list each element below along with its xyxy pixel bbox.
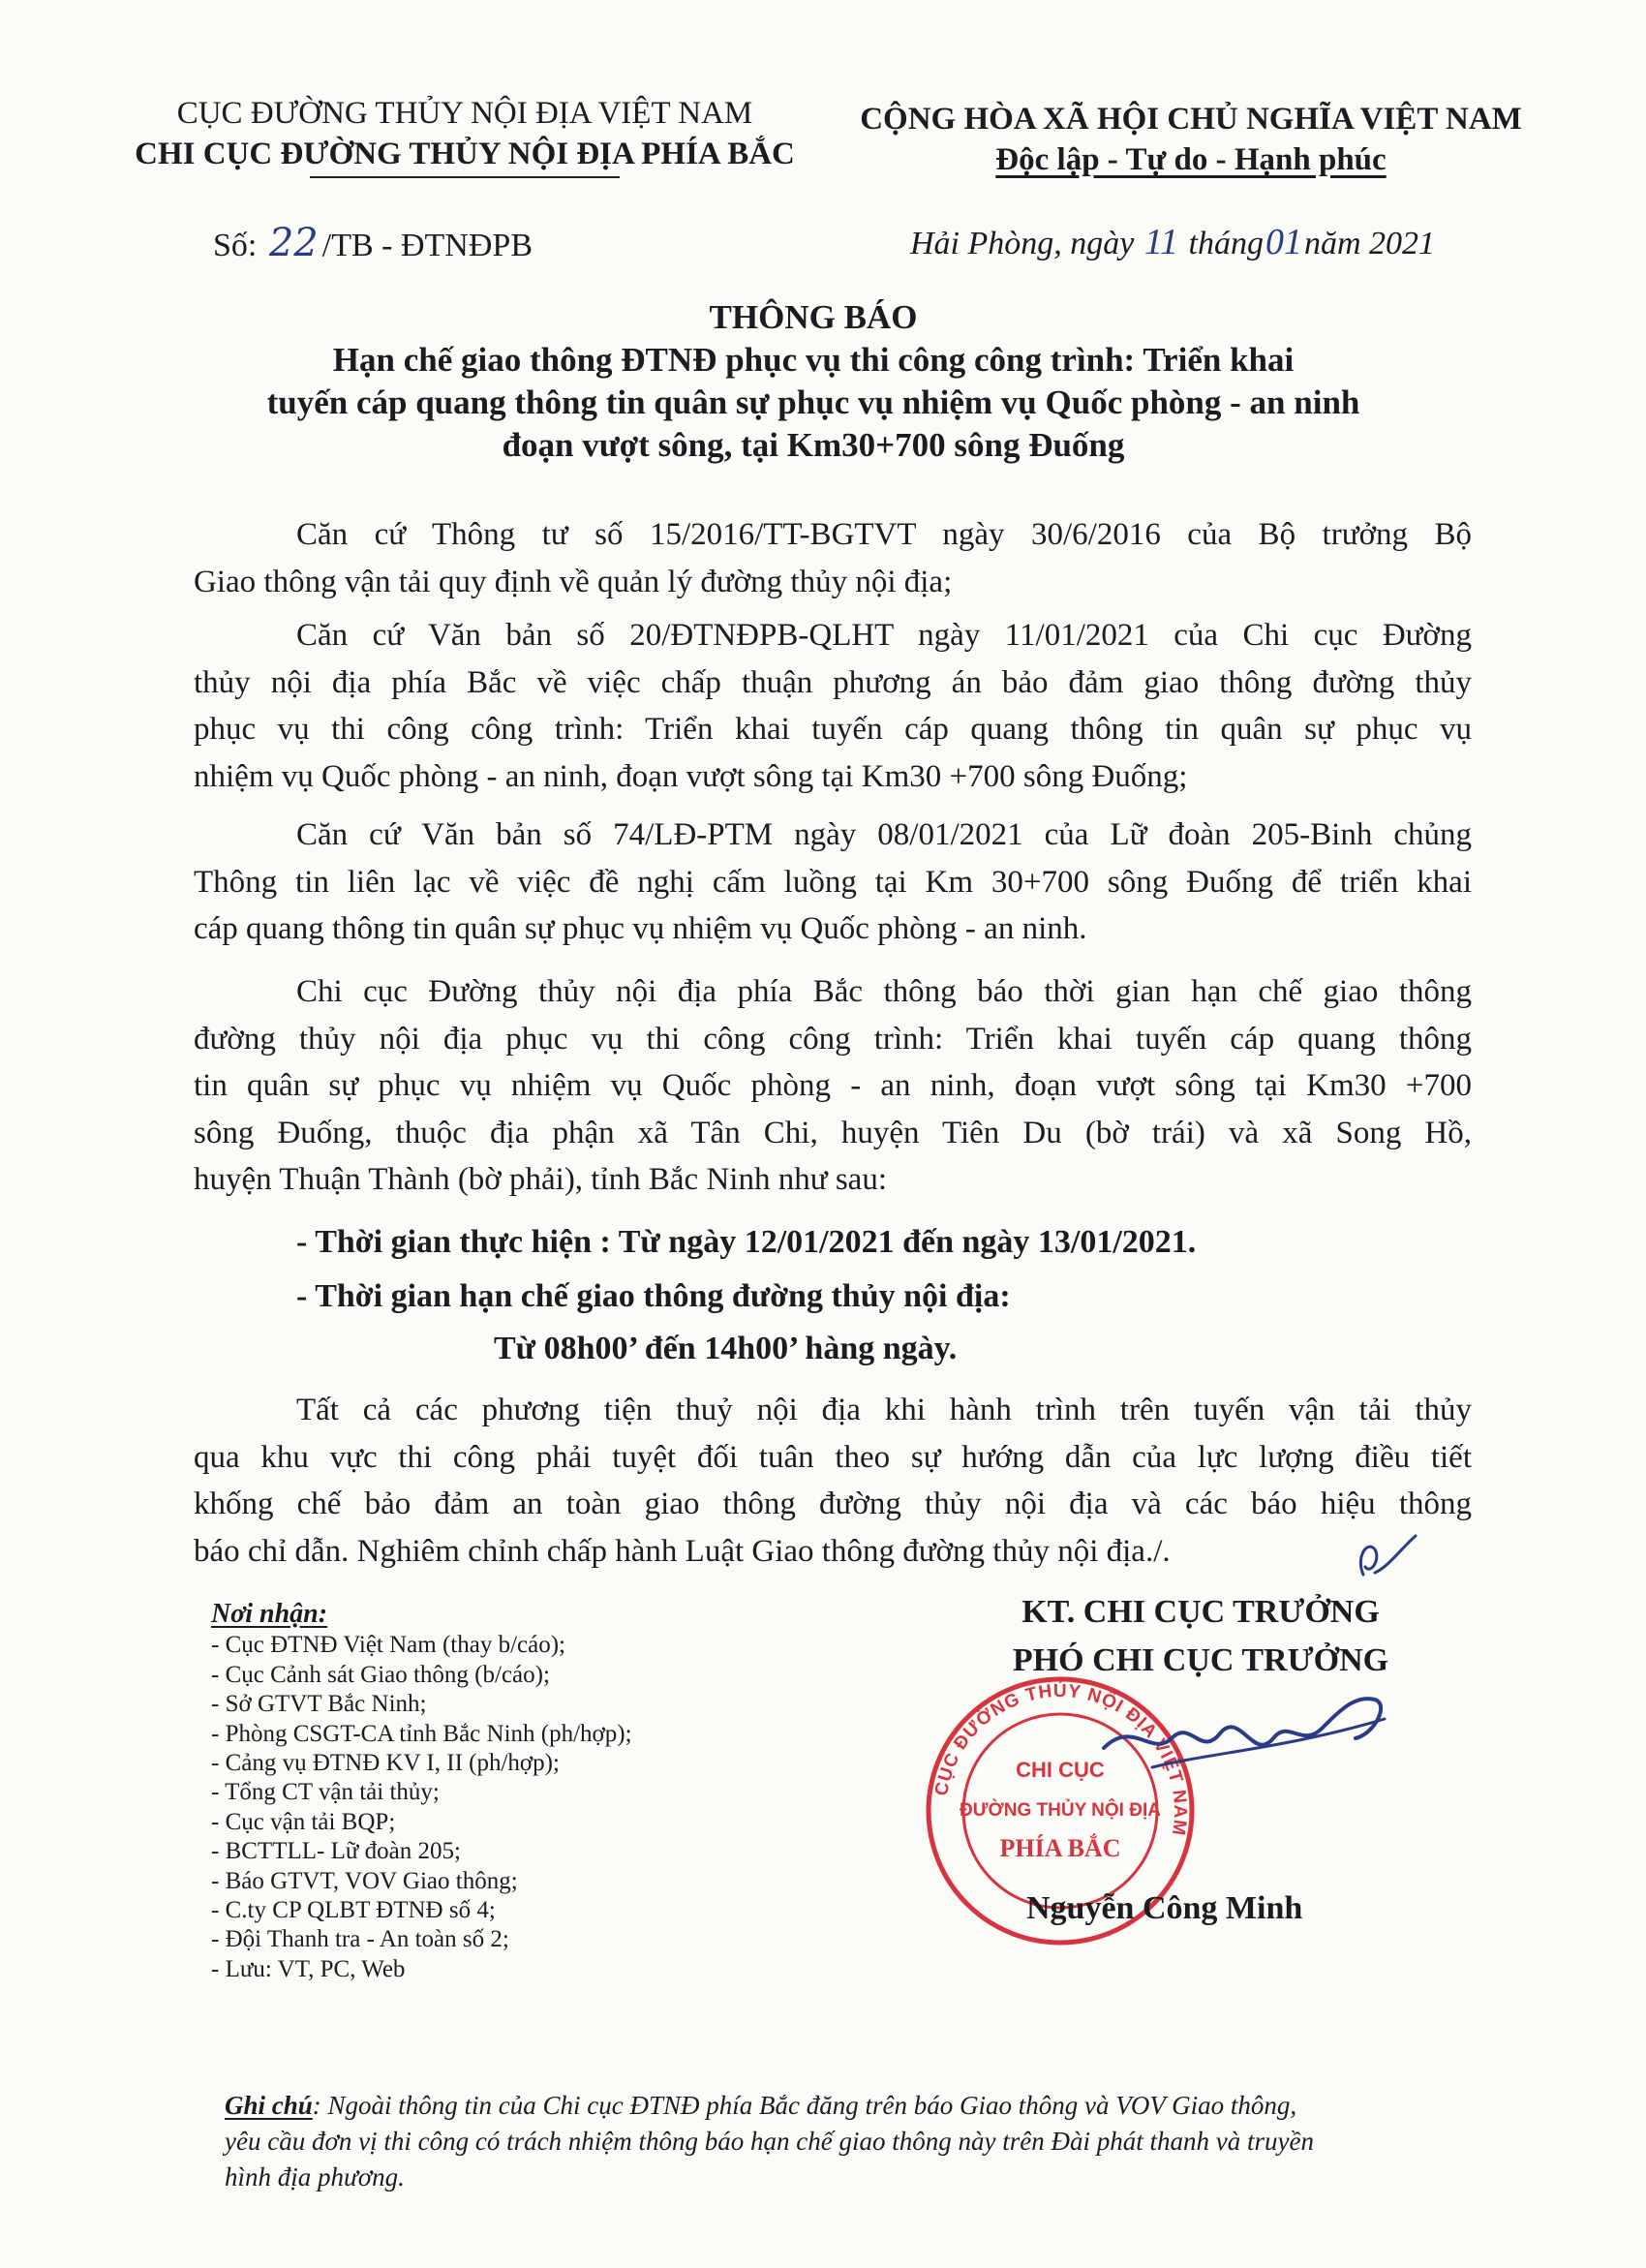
recipient-item: - Phòng CSGT-CA tỉnh Bắc Ninh (ph/hợp);: [211, 1720, 632, 1747]
recipient-item: - Báo GTVT, VOV Giao thông;: [211, 1867, 518, 1894]
footnote-line1: : Ngoài thông tin của Chi cục ĐTNĐ phía Bắc đăng trên báo Giao thông và VOV Giao thông,: [312, 2091, 1297, 2120]
p4-line4: sông Đuống, thuộc địa phận xã Tân Chi, huyện Tiên Du (bờ trái) và xã Song Hồ,: [194, 1115, 1472, 1150]
recipients-heading: Nơi nhận:: [211, 1599, 328, 1629]
stamp-line3: PHÍA BẮC: [999, 1834, 1121, 1862]
date-year: năm 2021: [1304, 226, 1436, 261]
recipient-item: - Cục Cảnh sát Giao thông (b/cáo);: [211, 1661, 550, 1688]
number-suffix: /TB - ĐTNĐPB: [321, 228, 533, 263]
date-month-label: tháng: [1188, 226, 1264, 261]
issuing-organization: [116, 93, 813, 178]
recipients-list: [211, 1600, 889, 1984]
number-prefix: Số:: [213, 228, 258, 263]
document-title: [145, 296, 1481, 467]
recipient-item: - C.ty CP QLBT ĐTNĐ số 4;: [211, 1897, 496, 1924]
p5-line3: khống chế bảo đảm an toàn giao thông đường thủy nội địa và các báo hiệu thông: [194, 1486, 1472, 1521]
signatory-name: Nguyễn Công Minh: [1026, 1890, 1303, 1926]
restriction-hours: Từ 08h00’ đến 14h00’ hàng ngày.: [494, 1331, 958, 1366]
title-subject-1: Hạn chế giao thông ĐTNĐ phục vụ thi công công trình: Triển khai: [332, 341, 1295, 379]
date-month: 01: [1265, 222, 1302, 262]
recipient-item: - Cảng vụ ĐTNĐ KV I, II (ph/hợp);: [211, 1750, 560, 1777]
p4-line1: Chi cục Đường thủy nội địa phía Bắc thông báo thời gian hạn chế giao thông: [296, 974, 1472, 1009]
paragraph-legal-basis-2: [194, 612, 1472, 800]
issuing-unit: CHI CỤC ĐƯỜNG THỦY NỘI ĐỊA PHÍA BẮC: [135, 137, 795, 171]
paragraph-announcement: [194, 968, 1472, 1204]
p5-line1: Tất cả các phương tiện thuỷ nội địa khi hành trình trên tuyến vận tải thủy: [296, 1393, 1472, 1427]
recipient-item: - Lưu: VT, PC, Web: [211, 1955, 406, 1982]
restriction-period-label: - Thời gian hạn chế giao thông đường thủy nội địa:: [296, 1278, 1011, 1314]
title-subject-2: tuyến cáp quang thông tin quân sự phục vụ nhiệm vụ Quốc phòng - an ninh: [266, 383, 1360, 421]
header-rule-left: [310, 176, 620, 178]
p2-line2: thủy nội địa phía Bắc về việc chấp thuận phương án bảo đảm giao thông đường thủy: [194, 664, 1472, 700]
p3-line3: cáp quang thông tin quân sự phục vụ nhiệm vụ Quốc phòng - an ninh.: [194, 911, 1087, 946]
motto: Độc lập - Tự do - Hạnh phúc: [995, 142, 1387, 177]
p4-line2: đường thủy nội địa phục vụ thi công công trình: Triển khai tuyến cáp quang thông: [194, 1021, 1472, 1057]
p5-line2: qua khu vực thi công phải tuyệt đối tuân theo sự hướng dẫn của lực lượng điều tiết: [194, 1439, 1472, 1475]
stamp-line2: ĐƯỜNG THỦY NỘI ĐỊA: [960, 1800, 1161, 1821]
signatory-title-line1: KT. CHI CỤC TRƯỞNG: [1021, 1594, 1380, 1630]
recipient-item: - Sở GTVT Bắc Ninh;: [211, 1691, 427, 1718]
initials-mark-icon: [1346, 1528, 1423, 1586]
document-date: [910, 221, 1435, 263]
p2-line3: phục vụ thi công công trình: Triển khai tuyến cáp quang thông tin quân sự phục vụ: [194, 712, 1472, 747]
paragraph-instructions: [194, 1387, 1472, 1575]
date-day: 11: [1143, 222, 1179, 262]
handwritten-signature-icon: [1094, 1680, 1404, 1787]
p3-line1: Căn cứ Văn bản số 74/LĐ-PTM ngày 08/01/2021 của Lữ đoàn 205-Binh chủng: [296, 817, 1472, 852]
p3-line2: Thông tin liên lạc về việc đề nghị cấm luồng tại Km 30+700 sông Đuống để triển khai: [194, 864, 1472, 900]
footnote: [225, 2088, 1503, 2195]
paragraph-legal-basis-3: [194, 812, 1472, 953]
stamp-line1: CHI CỤC: [1016, 1758, 1105, 1782]
title-type: THÔNG BÁO: [709, 298, 918, 336]
paragraph-legal-basis-1: [194, 511, 1472, 605]
national-motto: [833, 99, 1549, 180]
p4-line5: huyện Thuận Thành (bờ phải), tỉnh Bắc Ninh như sau:: [194, 1162, 887, 1197]
title-subject-3: đoạn vượt sông, tại Km30+700 sông Đuống: [502, 426, 1125, 464]
footnote-line3: hình địa phương.: [225, 2162, 405, 2191]
footnote-label: Ghi chú: [225, 2091, 313, 2120]
p1-line1: Căn cứ Thông tư số 15/2016/TT-BGTVT ngày 30/6/2016 của Bộ trưởng Bộ: [296, 517, 1472, 552]
parent-organization: CỤC ĐƯỜNG THỦY NỘI ĐỊA VIỆT NAM: [176, 96, 753, 131]
recipient-item: - Tổng CT vận tải thủy;: [211, 1779, 440, 1806]
execution-period: - Thời gian thực hiện : Từ ngày 12/01/2021 đến ngày 13/01/2021.: [296, 1224, 1197, 1260]
recipient-item: - Cục ĐTNĐ Việt Nam (thay b/cáo);: [211, 1632, 565, 1659]
recipient-item: - Cục vận tải BQP;: [211, 1808, 396, 1835]
stamp-outer-text: CỤC ĐƯỜNG THỦY NỘI ĐỊA VIỆT NAM: [930, 1680, 1191, 1838]
number-handwritten: 22: [268, 221, 319, 265]
p2-line4: nhiệm vụ Quốc phòng - an ninh, đoạn vượt sông tại Km30 +700 sông Đuống;: [194, 758, 1188, 794]
signatory-title-line2: PHÓ CHI CỤC TRƯỞNG: [1012, 1642, 1389, 1678]
recipient-item: - Đội Thanh tra - An toàn số 2;: [211, 1926, 509, 1953]
country-name: CỘNG HÒA XÃ HỘI CHỦ NGHĨA VIỆT NAM: [860, 102, 1522, 137]
p5-line4: báo chỉ dẫn. Nghiêm chỉnh chấp hành Luật Giao thông đường thủy nội địa./.: [194, 1533, 1171, 1569]
recipient-item: - BCTTLL- Lữ đoàn 205;: [211, 1838, 461, 1865]
date-prefix: Hải Phòng, ngày: [910, 226, 1135, 261]
p1-line2: Giao thông vận tải quy định về quản lý đường thủy nội địa;: [194, 564, 953, 599]
document-number: [213, 221, 533, 265]
p2-line1: Căn cứ Văn bản số 20/ĐTNĐPB-QLHT ngày 11/01/2021 của Chi cục Đường: [296, 618, 1472, 653]
p4-line3: tin quân sự phục vụ nhiệm vụ Quốc phòng - an ninh, đoạn vượt sông tại Km30 +700: [194, 1068, 1472, 1103]
footnote-line2: yêu cầu đơn vị thi công có trách nhiệm thông báo hạn chế giao thông này trên Đài phát thanh và truyền: [225, 2127, 1314, 2156]
